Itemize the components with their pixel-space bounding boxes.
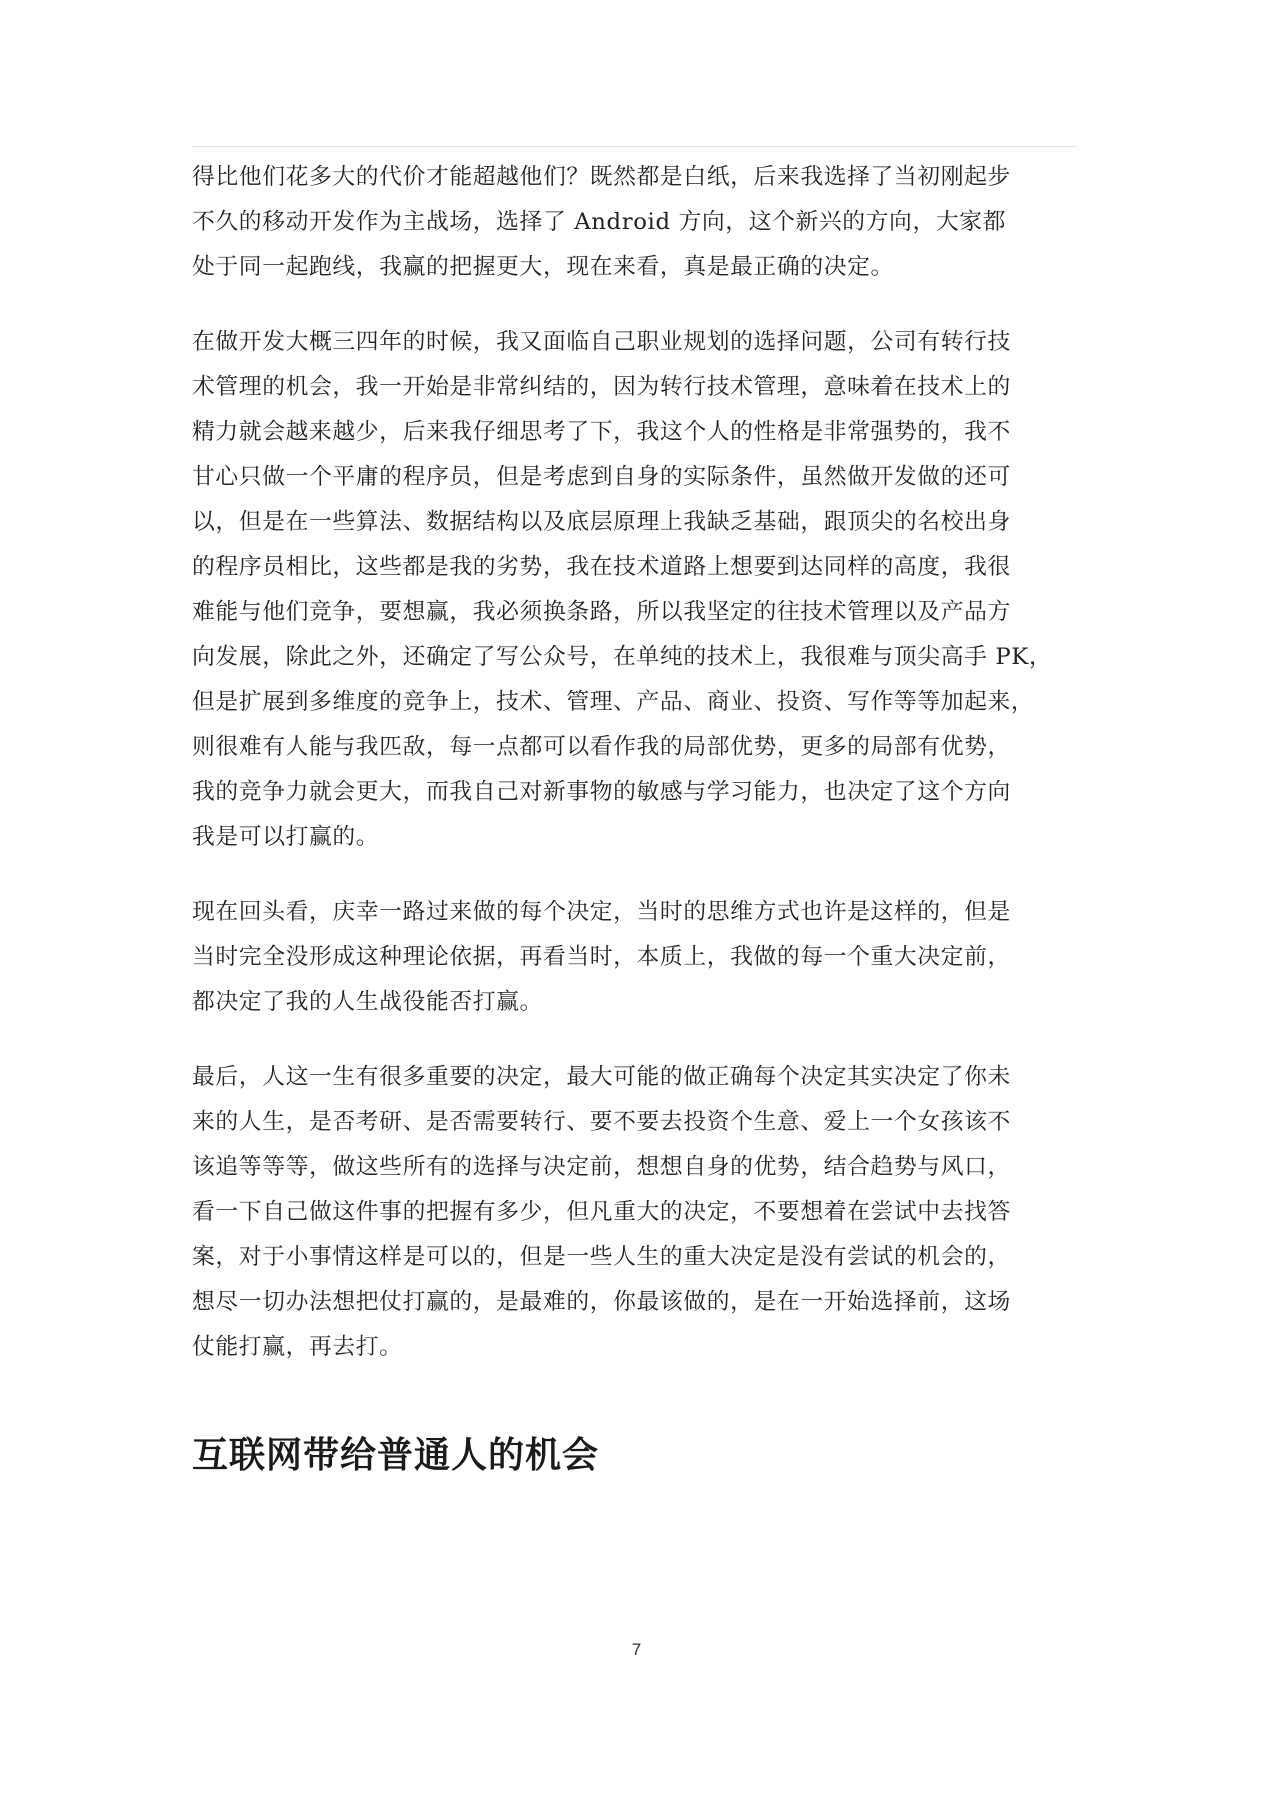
paragraph-2 [192,320,1077,860]
page-number: 7 [631,1640,642,1659]
text-line: 甘心只做一个平庸的程序员，但是考虑到自身的实际条件，虽然做开发做的还可 [192,464,1011,490]
text-line: 向发展，除此之外，还确定了写公众号，在单纯的技术上，我很难与顶尖高手 PK， [192,644,1053,670]
paragraph-4 [192,1055,1077,1370]
text-line: 该追等等等，做这些所有的选择与决定前，想想自身的优势，结合趋势与风口， [192,1154,1011,1180]
paragraph-3 [192,890,1077,1025]
body-text [192,155,1077,1400]
text-line: 想尽一切办法想把仗打赢的，是最难的，你最该做的，是在一开始选择前，这场 [192,1289,1011,1315]
text-line: 的程序员相比，这些都是我的劣势，我在技术道路上想要到达同样的高度，我很 [192,554,1011,580]
text-line: 来的人生，是否考研、是否需要转行、要不要去投资个生意、爱上一个女孩该不 [192,1109,1011,1135]
text-line: 术管理的机会，我一开始是非常纠结的，因为转行技术管理，意味着在技术上的 [192,374,1011,400]
text-line: 在做开发大概三四年的时候，我又面临自己职业规划的选择问题，公司有转行技 [192,329,1011,355]
text-line: 我的竞争力就会更大，而我自己对新事物的敏感与学习能力，也决定了这个方向 [192,779,1011,805]
text-line: 我是可以打赢的。 [192,824,380,850]
text-line: 最后，人这一生有很多重要的决定，最大可能的做正确每个决定其实决定了你未 [192,1064,1011,1090]
paragraph-1 [192,155,1077,290]
text-line: 得比他们花多大的代价才能超越他们？既然都是白纸，后来我选择了当初刚起步 [192,164,1011,190]
text-line: 以，但是在一些算法、数据结构以及底层原理上我缺乏基础，跟顶尖的名校出身 [192,509,1011,535]
text-line: 但是扩展到多维度的竞争上，技术、管理、产品、商业、投资、写作等等加起来， [192,689,1035,715]
text-line: 当时完全没形成这种理论依据，再看当时，本质上，我做的每一个重大决定前， [192,944,1011,970]
text-line: 案，对于小事情这样是可以的，但是一些人生的重大决定是没有尝试的机会的， [192,1244,1011,1270]
text-line: 不久的移动开发作为主战场，选择了 Android 方向，这个新兴的方向，大家都 [192,209,1007,235]
text-line: 精力就会越来越少，后来我仔细思考了下，我这个人的性格是非常强势的，我不 [192,419,1011,445]
text-line: 都决定了我的人生战役能否打赢。 [192,989,543,1015]
top-divider [192,146,1077,147]
text-line: 难能与他们竞争，要想赢，我必须换条路，所以我坚定的往技术管理以及产品方 [192,599,1011,625]
section-heading: 互联网带给普通人的机会 [192,1435,600,1476]
text-line: 现在回头看，庆幸一路过来做的每个决定，当时的思维方式也许是这样的，但是 [192,899,1011,925]
text-line: 仗能打赢，再去打。 [192,1334,403,1360]
text-line: 处于同一起跑线，我赢的把握更大，现在来看，真是最正确的决定。 [192,254,894,280]
text-line: 看一下自己做这件事的把握有多少，但凡重大的决定，不要想着在尝试中去找答 [192,1199,1011,1225]
text-line: 则很难有人能与我匹敌，每一点都可以看作我的局部优势，更多的局部有优势， [192,734,1011,760]
